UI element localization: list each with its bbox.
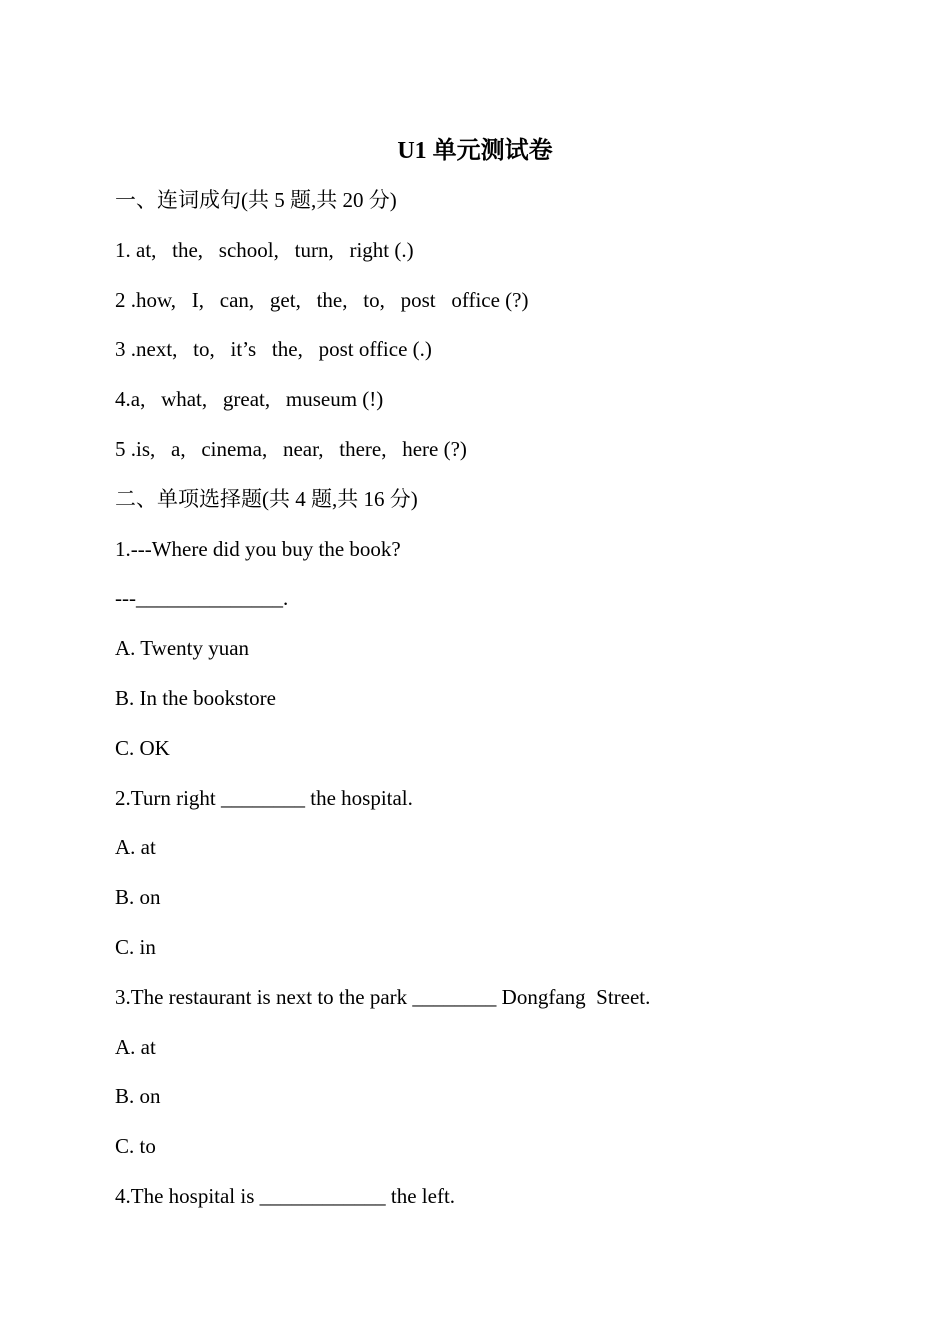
document-body xyxy=(115,183,895,1229)
sentence-item-1: 1. at, the, school, turn, right (.) xyxy=(115,237,414,262)
question-3-option-b: B. on xyxy=(115,1084,161,1109)
question-2-option-b: B. on xyxy=(115,885,161,910)
sentence-item-4: 4.a, what, great, museum (!) xyxy=(115,387,384,412)
question-3-stem: 3.The restaurant is next to the park ________ Dongfang Street. xyxy=(115,984,651,1009)
question-1-option-c: C. OK xyxy=(115,735,170,760)
page-title: U1 单元测试卷 xyxy=(397,138,553,164)
question-3-option-a: A. at xyxy=(115,1034,156,1059)
sentence-item-3: 3 .next, to, it’s the, post office (.) xyxy=(115,337,432,362)
question-1-option-b: B. In the bookstore xyxy=(115,685,276,710)
question-4-stem: 4.The hospital is ____________ the left. xyxy=(115,1183,456,1208)
question-2-stem: 2.Turn right ________ the hospital. xyxy=(115,785,413,810)
section-heading-sentence-building: 一、连词成句(共 5 题,共 20 分) xyxy=(115,188,397,212)
sentence-item-2: 2 .how, I, can, get, the, to, post office (?) xyxy=(115,287,529,312)
question-2-option-c: C. in xyxy=(115,934,156,959)
section-heading-multiple-choice: 二、单项选择题(共 4 题,共 16 分) xyxy=(115,486,418,511)
question-3-option-c: C. to xyxy=(115,1134,156,1159)
question-2-option-a: A. at xyxy=(115,835,156,860)
question-1-stem: 1.---Where did you buy the book? xyxy=(115,536,401,561)
question-1-option-a: A. Twenty yuan xyxy=(115,636,250,661)
question-1-answer-blank: ---______________. xyxy=(115,586,289,611)
sentence-item-5: 5 .is, a, cinema, near, there, here (?) xyxy=(115,436,467,461)
